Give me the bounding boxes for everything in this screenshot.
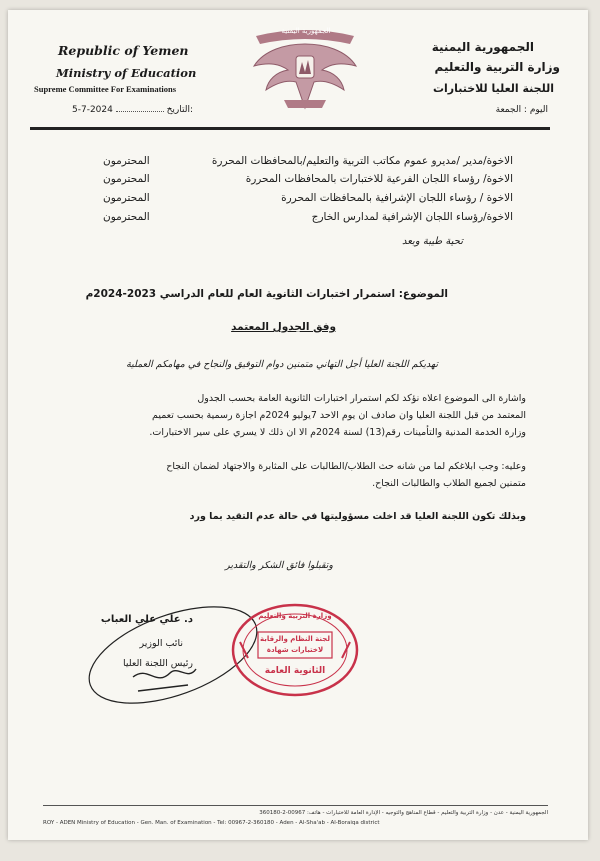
footer-arabic-address: الجمهورية اليمنية - عدن - وزارة التربية والتعليم - قطاع المناهج والتوجيه - الإدارة العامة للاختبارات - هاتف: 00967-2-360180 [259,810,548,816]
signatory-name: د. علي علي العباب [100,614,193,625]
addressee-line-1: الاخوة/مدير /مديرو عموم مكاتب التربية والتعليم/بالمحافظات المحررة [211,155,513,167]
stamp-top-text: وزارة التربية والتعليم [258,612,332,620]
arabic-committee-title: اللجنة العليا للاختبارات [432,82,554,95]
paragraph-1-line-2: المعتمد من قبل اللجنة العليا وان صادف ان يوم الاحد 7يوليو 2024م اجازة رسمية بحسب تعميم [152,410,526,421]
paragraph-2-line-1: وعليه: وجب ابلاغكم لما من شانه حث الطلاب/الطالبات على المثابرة والاجتهاد لضمان النجاح [166,461,526,472]
arabic-day-label: اليوم : الجمعة [495,105,548,115]
signatory-title-1: نائب الوزير [139,638,183,649]
warning-line: وبذلك تكون اللجنة العليا قد اخلت مسؤوليتها في حالة عدم التقيد بما ورد [189,511,526,522]
english-ministry-title: Ministry of Education [56,66,197,80]
respected-3: المحترمون [103,192,150,204]
thanks-line: وتقبلوا فائق الشكر والتقدير [225,560,333,571]
date-row [72,105,193,115]
arabic-ministry-title: وزارة التربية والتعليم [434,60,560,74]
footer-divider [43,805,548,806]
stamp-middle-text-1: لجنة النظام والرقابة [260,635,330,643]
respected-1: المحترمون [103,155,150,167]
stamp-bottom-text: الثانوية العامة [264,666,326,676]
addressee-line-2: الاخوة/ رؤساء اللجان الفرعية للاختبارات بالمحافظات المحررة [245,173,513,185]
english-committee-title: Supreme Committee For Examinations [34,84,177,94]
paragraph-1 [60,390,526,441]
subject-label: الموضوع: [398,288,448,300]
paragraph-2-line-2: متمنين لجميع الطلاب والطالبات النجاح. [372,478,526,489]
arabic-republic-title: الجمهورية اليمنية [431,40,534,54]
respected-2: المحترمون [103,173,150,185]
official-stamp [230,602,360,698]
stamp-middle-text-2: لاختبارات شهادة [266,646,324,654]
footer-english-address: ROY - ADEN Ministry of Education - Gen. Man. of Examination - Tel: 00967-2-360180 - Aden - Al-Sha'ab - Al-Boraiqa district [43,820,380,826]
subject-line [86,288,448,300]
date-label: التاريخ: [166,105,194,115]
addressee-line-4: الاخوة/رؤساء اللجان الإشرافية لمدارس الخارج [311,211,513,223]
intro-line: تهديكم اللجنة العليا أجل التهاني متمنين دوام التوفيق والنجاح في مهامكم العملية [126,359,438,370]
addressee-line-3: الاخوة / رؤساء اللجان الإشرافية بالمحافظات المحررة [281,192,513,204]
date-value: 5-7-2024 [72,105,113,115]
paragraph-1-line-1: واشارة الى الموضوع اعلاه نؤكد لكم استمرار اختبارات الثانوية العامة بحسب الجدول [197,393,526,404]
subject-schedule: وفق الجدول المعتمد [231,321,336,333]
signatory-title-2: رئيس اللجنة العليا [122,658,193,669]
yemen-emblem-icon [246,22,364,114]
paragraph-2 [60,458,526,492]
header-divider [30,127,550,130]
respected-4: المحترمون [103,211,150,223]
emblem-scroll-text: الجمهورية اليمنية [281,27,331,35]
english-republic-title: Republic of Yemen [58,43,189,58]
subject-text: استمرار اختبارات الثانوية العام للعام الدراسي 2023-2024م [85,288,396,300]
paragraph-1-line-3: وزارة الخدمة المدنية والتأمينات رقم(13) لسنة 2024م الا ان ذلك لا يسري على سير الاختبارات. [149,427,526,438]
document-page [8,10,588,840]
greeting: تحية طيبة وبعد [401,236,463,247]
